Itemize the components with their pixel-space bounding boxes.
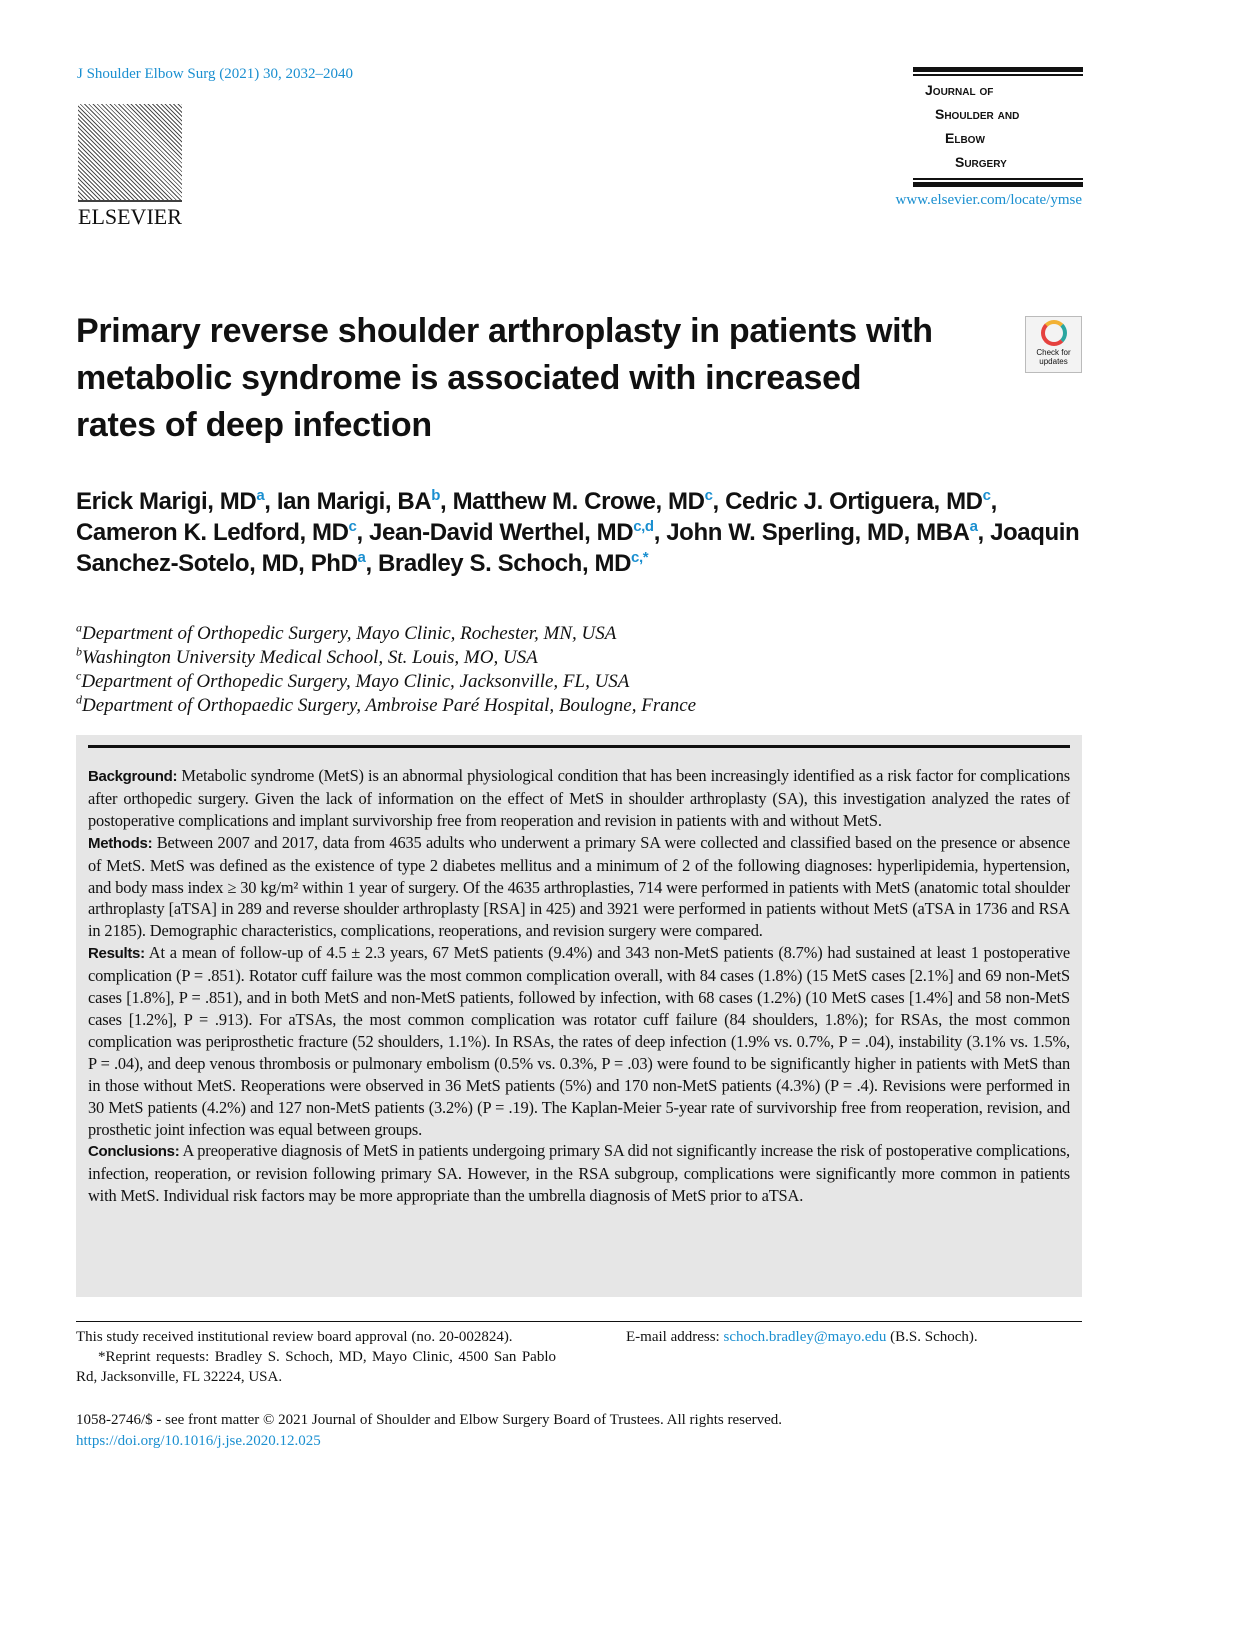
affiliation-marker[interactable]: b: [431, 487, 441, 504]
abstract-section-label: Conclusions:: [88, 1143, 180, 1161]
check-for-updates-label: Check for updates: [1036, 348, 1071, 366]
elsevier-logo: [78, 104, 184, 230]
affiliation: [76, 622, 696, 646]
author-name: Erick Marigi, MD: [76, 488, 257, 515]
journal-url-link[interactable]: www.elsevier.com/locate/ymse: [895, 192, 1082, 208]
author-name: Bradley S. Schoch, MD: [378, 550, 631, 577]
affiliation-marker[interactable]: c,d: [633, 518, 654, 535]
affiliation-marker[interactable]: c: [982, 487, 991, 504]
affiliation-text: Department of Orthopaedic Surgery, Ambroise Paré Hospital, Boulogne, France: [82, 695, 697, 716]
footnotes-left: [76, 1327, 556, 1387]
divider: [88, 745, 1070, 748]
affiliation-marker[interactable]: c: [348, 518, 357, 535]
abstract-section: [88, 765, 1070, 832]
affiliation-text: Department of Orthopedic Surgery, Mayo Clinic, Jacksonville, FL, USA: [81, 671, 630, 692]
affiliation-marker[interactable]: c,*: [631, 549, 649, 566]
journal-citation-link[interactable]: J Shoulder Elbow Surg (2021) 30, 2032–2040: [77, 66, 353, 82]
journal-logo-line: Surgery: [955, 154, 1007, 170]
abstract-section-text: At a mean of follow-up of 4.5 ± 2.3 years, 67 MetS patients (9.4%) and 343 non-MetS patients (8.7%) had sustained at least 1 postoperative complication (P = .851). Rotator cuff failure was the most common complication overall, with 84 cases (1.8%) (15 MetS cases [2.1%] and 69 non-MetS cases [1.8%], P = .851), and in both MetS and non-MetS patients, followed by infection, with 68 cases (1.2%) (10 MetS cases [1.4%] and 58 non-MetS cases [1.2%], P = .913). For aTSAs, the most common complication was rotator cuff failure (84 shoulders, 1.8%); for RSAs, the most common complication was periprosthetic fracture (52 shoulders, 1.1%). In RSAs, the rates of deep infection (1.9% vs. 0.7%, P = .04), instability (3.1% vs. 1.5%, P = .04), and deep venous thrombosis or pulmonary embolism (0.5% vs. 0.3%, P = .03) were found to be significantly higher in patients with MetS than in those without MetS. Reoperations were observed in 36 MetS patients (5%) and 170 non-MetS patients (4.3%) (P = .4). Revisions were performed in 30 MetS patients (4.2%) and 127 non-MetS patients (3.2%) (P = .19). The Kaplan-Meier 5-year rate of survivorship free from reoperation, revision, and prosthetic joint infection was equal between groups.: [88, 943, 1071, 1139]
divider: [76, 1321, 1082, 1322]
email-link[interactable]: schoch.bradley@mayo.edu: [723, 1329, 887, 1345]
author-name: Matthew M. Crowe, MD: [452, 488, 705, 515]
author-name: Joaquin Sanchez-Sotelo, MD, PhD: [76, 519, 1080, 577]
affiliation: [76, 694, 696, 718]
affiliation-marker[interactable]: a: [256, 487, 265, 504]
journal-logo: [913, 67, 1083, 189]
affiliation-key: b: [76, 644, 82, 659]
abstract-section-label: Background:: [88, 768, 178, 785]
author-list: Erick Marigi, $MD^a$, Ian Marigi, $BA^b$, Matthew M. Crowe, $MD^c$, Cedric J. Ortiguera, $MD^c$, Cameron K. Ledford, $MD^c$, Jean-David Werthel, MD$^{c,d}$, John W. Sperling, MD, MBA$^a$, Joaquin Sanchez-Sotelo, MD, PhD$^a$, Bradley S. Schoch, $MD^{c,*}$: [76, 487, 1080, 577]
affiliation-key: d: [76, 692, 82, 707]
author-name: Cameron K. Ledford, MD: [76, 519, 349, 546]
author-name: Jean-David Werthel, MD: [369, 519, 634, 546]
elsevier-tree-icon: [78, 104, 182, 202]
author-name: Cedric J. Ortiguera, MD: [725, 488, 983, 515]
journal-logo-line: Journal of: [925, 82, 994, 98]
affiliation-marker[interactable]: a: [357, 549, 366, 566]
affiliation-marker[interactable]: a: [969, 518, 978, 535]
check-for-updates-button[interactable]: [1025, 316, 1082, 373]
doi-link[interactable]: https://doi.org/10.1016/j.jse.2020.12.025: [76, 1433, 321, 1449]
abstract-section-label: Methods:: [88, 834, 153, 852]
email-suffix: (B.S. Schoch).: [890, 1329, 978, 1345]
affiliation: [76, 670, 696, 694]
abstract-box: [76, 735, 1082, 1297]
affiliation-key: a: [76, 620, 82, 635]
affiliation-key: c: [76, 668, 82, 683]
elsevier-wordmark: ELSEVIER: [78, 204, 182, 229]
affiliations: [76, 622, 696, 718]
abstract-section-text: Metabolic syndrome (MetS) is an abnormal physiological condition that has been increasingly identified as a risk factor for complications after orthopedic surgery. Given the lack of information on the effect of MetS in shoulder arthroplasty (SA), this investigation analyzed the rates of postoperative complications and implant survivorship free from reoperation and revision in patients with and without MetS.: [88, 766, 1070, 830]
copyright-text: 1058-2746/$ - see front matter © 2021 Journal of Shoulder and Elbow Surgery Board of Trustees. All rights reserved.: [76, 1412, 783, 1428]
journal-logo-line: Shoulder and: [935, 106, 1020, 122]
author-name: John W. Sperling, MD, MBA: [666, 519, 970, 546]
abstract-section-text: A preoperative diagnosis of MetS in patients undergoing primary SA did not significantly increase the risk of postoperative complications, infection, reoperation, or revision following primary SA. However, in the RSA subgroup, complications were significantly more common in patients with MetS. Individual risk factors may be more appropriate than the umbrella diagnosis of MetS prior to aTSA.: [88, 1141, 1071, 1206]
abstract-section: [88, 1140, 1070, 1207]
journal-logo-line: Elbow: [945, 130, 985, 146]
abstract-section: [88, 942, 1070, 1140]
abstract-body: [88, 765, 1070, 1207]
affiliation-text: Washington University Medical School, St. Louis, MO, USA: [82, 647, 538, 668]
abstract-section-text: Between 2007 and 2017, data from 4635 adults who underwent a primary SA were collected and classified based on the presence or absence of MetS. MetS was defined as the existence of type 2 diabetes mellitus and a minimum of 2 of the following diagnoses: hyperlipidemia, hypertension, and body mass index ≥ 30 kg/m² within 1 year of surgery. Of the 4635 arthroplasties, 714 were performed in patients with MetS (anatomic total shoulder arthroplasty [aTSA] in 289 and reverse shoulder arthroplasty [RSA] in 425) and 3921 were performed in patients without MetS (aTSA in 1736 and RSA in 2185). Demographic characteristics, complications, reoperations, and revision surgery were compared.: [88, 832, 1070, 941]
abstract-section: [88, 832, 1070, 943]
article-title: Primary reverse shoulder arthroplasty in patients with metabolic syndrome is associated with increased rates of deep infection: [76, 312, 933, 444]
reprint-note: *Reprint requests: Bradley S. Schoch, MD, Mayo Clinic, 4500 San Pablo Rd, Jacksonville, FL 32224, USA.: [76, 1349, 556, 1385]
email-label: E-mail address:: [626, 1329, 720, 1345]
affiliation-text: Department of Orthopedic Surgery, Mayo Clinic, Rochester, MN, USA: [82, 623, 617, 644]
bookmark-icon: [1041, 320, 1067, 346]
email-note: [626, 1327, 978, 1347]
irb-note: This study received institutional review board approval (no. 20-002824).: [76, 1329, 513, 1345]
abstract-section-label: Results:: [88, 945, 145, 963]
author-name: Ian Marigi, BA: [276, 488, 432, 515]
affiliation: [76, 646, 696, 670]
copyright-block: [76, 1410, 782, 1452]
affiliation-marker[interactable]: c: [704, 487, 713, 504]
